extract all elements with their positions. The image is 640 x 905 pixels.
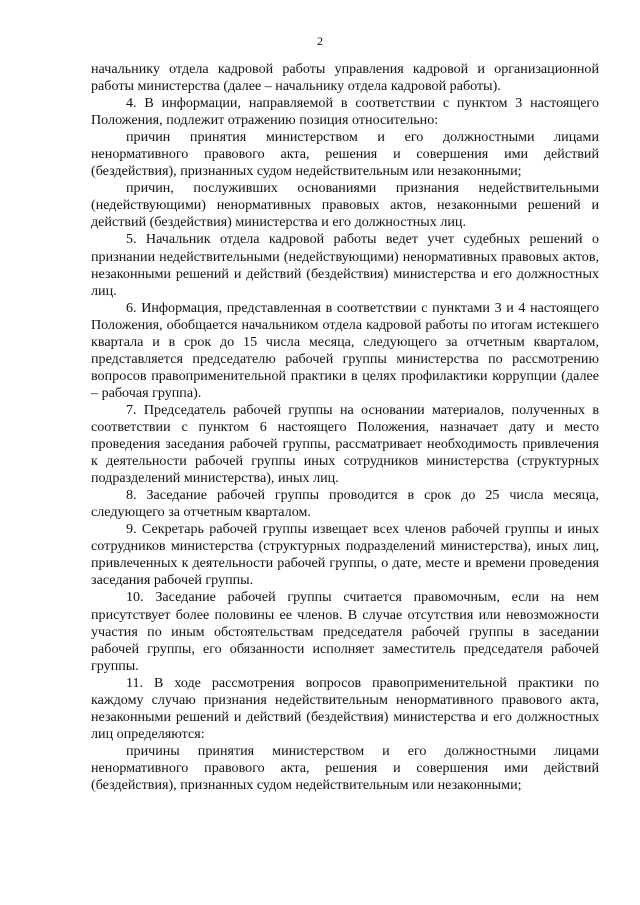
page-number: 2 (317, 34, 323, 48)
paragraph-item-9: 9. Секретарь рабочей группы извещает всех членов рабочей группы и иных сотрудников министерства (структурных подразделений министерства), иных лиц, привлеченных к деятельности рабочей группы, о дате, месте и времени проведения заседания рабочей группы. (91, 521, 599, 589)
paragraph-item-6: 6. Информация, представленная в соответствии с пунктами 3 и 4 настоящего Положения, обобщается начальником отдела кадровой работы по итогам истекшего квартала и в срок до 15 числа месяца, следующего за отчетным кварталом, представляется председателю рабочей группы министерства по рассмотрению вопросов правоприменительной практики в целях профилактики коррупции (далее – рабочая группа). (91, 299, 599, 401)
paragraph-item-4: 4. В информации, направляемой в соответствии с пунктом 3 настоящего Положения, подлежит отражению позиция относительно: (91, 95, 599, 129)
paragraph-item-7: 7. Председатель рабочей группы на основании материалов, полученных в соответствии с пунктом 6 настоящего Положения, назначает дату и место проведения заседания рабочей группы, рассматривает необходимость привлечения к деятельности рабочей группы иных сотрудников министерства (структурных подразделений министерства), иных лиц. (91, 401, 599, 487)
paragraph-item-4-clause-2: причин, послуживших основаниями признания недействительными (недействующими) ненормативных правовых актов, незаконными решений и действий (бездействия) министерства и его должностных лиц. (91, 180, 599, 231)
paragraph-item-5: 5. Начальник отдела кадровой работы ведет учет судебных решений о признании недействительными (недействующими) ненормативных правовых актов, незаконными решений и действий (бездействия) министерства и его должностных лиц. (91, 231, 599, 299)
paragraph-item-8: 8. Заседание рабочей группы проводится в срок до 25 числа месяца, следующего за отчетным кварталом. (91, 487, 599, 521)
paragraph-item-10: 10. Заседание рабочей группы считается правомочным, если на нем присутствует более половины ее членов. В случае отсутствия или невозможности участия по иным обстоятельствам председателя рабочей группы в заседании рабочей группы, его обязанности исполняет заместитель председателя рабочей группы. (91, 589, 599, 674)
paragraph-continuation: начальнику отдела кадровой работы управления кадровой и организационной работы министерства (далее – начальнику отдела кадровой работы). (91, 61, 599, 95)
document-body (91, 61, 599, 794)
paragraph-item-11-clause-1: причины принятия министерством и его должностными лицами ненормативного правового акта, решения и совершения ими действий (бездействия), признанных судом недействительным или незаконными; (91, 742, 599, 793)
paragraph-item-4-clause-1: причин принятия министерством и его должностными лицами ненормативного правового акта, решения и совершения ими действий (бездействия), признанных судом недействительным или незаконными; (91, 129, 599, 180)
paragraph-item-11: 11. В ходе рассмотрения вопросов правоприменительной практики по каждому случаю признания недействительным ненормативного правового акта, незаконными решений и действий (бездействия) министерства и его должностных лиц определяются: (91, 674, 599, 742)
